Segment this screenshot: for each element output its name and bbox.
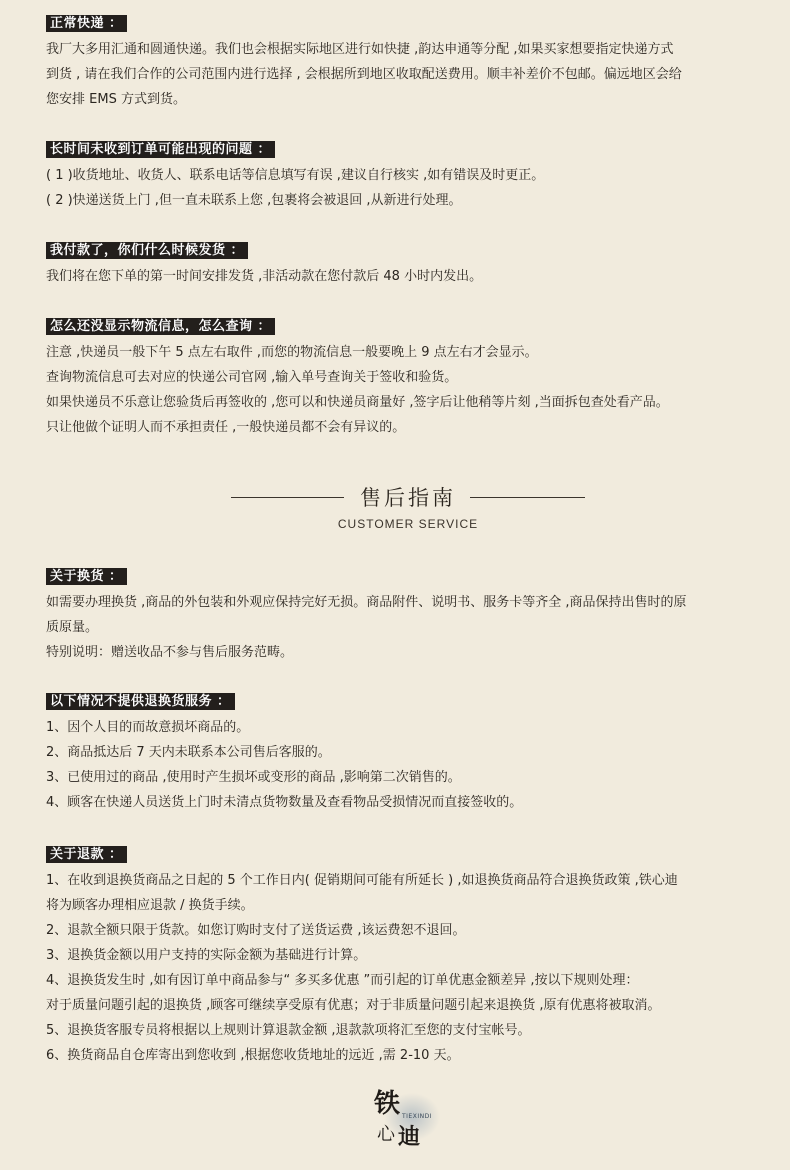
section-title: 关于退款 ： (46, 846, 127, 863)
section-line: 特别说明：赠送收品不参与售后服务范畴。 (46, 645, 294, 660)
section-line: 将为顾客办理相应退款 / 换货手续。 (46, 898, 254, 913)
heading-rule-right (470, 497, 585, 498)
section-line: 注意 ,快递员一般下午 5 点左右取件 ,而您的物流信息一般要晚上 9 点左右才会显示。 (46, 345, 538, 360)
section-title: 正常快递 ： (46, 15, 127, 32)
section-line: 4、退换货发生时 ,如有因订单中商品参与“ 多买多优惠 ”而引起的订单优惠金额差异 ,按以下规则处理： (46, 973, 639, 988)
customer-service-heading (0, 482, 790, 512)
section-title: 我付款了，你们什么时候发货 ： (46, 242, 248, 259)
section-title: 怎么还没显示物流信息，怎么查询 ： (46, 318, 275, 335)
section-line: 3、退换货金额以用户支持的实际金额为基础进行计算。 (46, 948, 367, 963)
section-line: 查询物流信息可去对应的快递公司官网 ,输入单号查询关于签收和验货。 (46, 370, 458, 385)
section-title: 长时间未收到订单可能出现的问题 ： (46, 141, 275, 158)
svg-text:迪: 迪 (398, 1124, 421, 1148)
section-line: 到货 , 请在我们合作的公司范围内进行选择 , 会根据所到地区收取配送费用。顺丰补差价不包邮。偏远地区会给 (46, 67, 682, 82)
svg-text:心: 心 (377, 1124, 395, 1145)
logo-brand-text: TIEXINDI (402, 1113, 432, 1120)
section-line: 1、因个人目的而故意损坏商品的。 (46, 720, 250, 735)
section-line: 4、顾客在快递人员送货上门时未清点货物数量及查看物品受损情况而直接签收的。 (46, 795, 523, 810)
section-exchange (46, 565, 778, 665)
section-refund (46, 843, 778, 1068)
section-shipping-time (46, 239, 778, 289)
section-line: 我们将在您下单的第一时间安排发货 ,非活动款在您付款后 48 小时内发出。 (46, 269, 483, 284)
section-line: 您安排 EMS 方式到货。 (46, 92, 186, 107)
section-line: 6、换货商品自仓库寄出到您收到 ,根据您收货地址的远近 ,需 2-10 天。 (46, 1048, 460, 1063)
section-line: 3、已使用过的商品 ,使用时产生损坏或变形的商品 ,影响第二次销售的。 (46, 770, 461, 785)
section-line: 2、退款全额只限于货款。如您订购时支付了送货运费 ,该运费恕不退回。 (46, 923, 466, 938)
section-line: 2、商品抵达后 7 天内未联系本公司售后客服的。 (46, 745, 331, 760)
section-line: 5、退换货客服专员将根据以上规则计算退款金额 ,退款款项将汇至您的支付宝帐号。 (46, 1023, 531, 1038)
section-logistics-info (46, 315, 778, 440)
section-line: 只让他做个证明人而不承担责任 ,一般快递员都不会有异议的。 (46, 420, 406, 435)
section-line: ( 2 )快递送货上门 ,但一直未联系上您 ,包裹将会被退回 ,从新进行处理。 (46, 193, 462, 208)
section-line: 对于质量问题引起的退换货 ,顾客可继续享受原有优惠；对于非质量问题引起来退换货 ,原有优惠将被取消。 (46, 998, 661, 1013)
section-line: 如果快递员不乐意让您验货后再签收的 ,您可以和快递员商量好 ,签字后让他稍等片刻 ,当面拆包查处看产品。 (46, 395, 669, 410)
section-order-issues (46, 138, 778, 213)
section-line: 如需要办理换货 ,商品的外包装和外观应保持完好无损。商品附件、说明书、服务卡等齐全 ,商品保持出售时的原 (46, 595, 687, 610)
brand-logo (368, 1084, 442, 1148)
section-title: 关于换货 ： (46, 568, 127, 585)
customer-service-title: 售后指南 (360, 486, 456, 510)
svg-text:铁: 铁 (374, 1089, 401, 1119)
section-line: ( 1 )收货地址、收货人、联系电话等信息填写有误 ,建议自行核实 ,如有错误及时更正。 (46, 168, 545, 183)
section-line: 1、在收到退换货商品之日起的 5 个工作日内( 促销期间可能有所延长 ) ,如退换货商品符合退换货政策 ,铁心迪 (46, 873, 678, 888)
section-normal-delivery (46, 12, 778, 112)
section-line: 质原量。 (46, 620, 99, 635)
customer-service-subtitle: CUSTOMER SERVICE (337, 517, 479, 531)
section-no-return-cases (46, 690, 778, 815)
section-line: 我厂大多用汇通和圆通快递。我们也会根据实际地区进行如快捷 ,韵达申通等分配 ,如果买家想要指定快递方式 (46, 42, 674, 57)
section-title: 以下情况不提供退换货服务 ： (46, 693, 235, 710)
